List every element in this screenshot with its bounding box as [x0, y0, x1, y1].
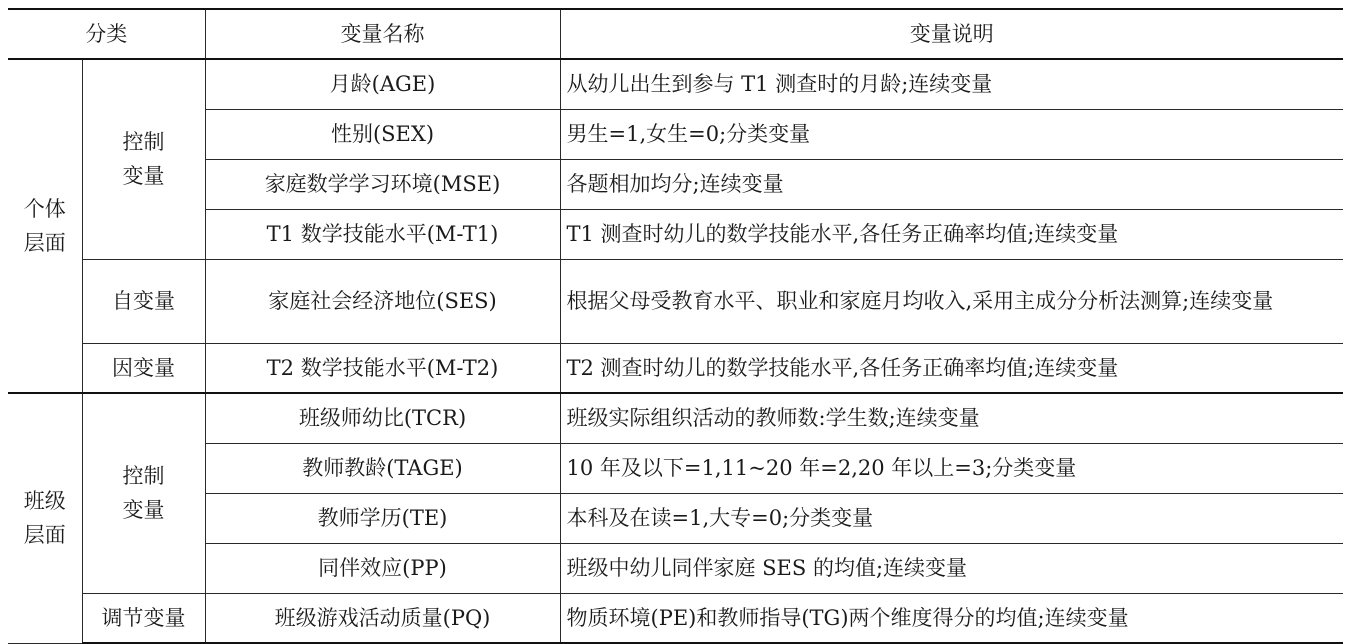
variable-description: 根据父母受教育水平、职业和家庭月均收入,采用主成分分析法测算;连续变量 — [560, 259, 1343, 343]
type-control-class: 控制 变量 — [82, 393, 205, 593]
table-row — [8, 209, 1343, 259]
variable-name: 家庭社会经济地位(SES) — [205, 259, 560, 343]
variable-name: T1 数学技能水平(M-T1) — [205, 209, 560, 259]
header-category: 分类 — [8, 9, 205, 59]
variable-name: 教师教龄(TAGE) — [205, 443, 560, 493]
variable-description: 班级实际组织活动的教师数:学生数;连续变量 — [560, 393, 1343, 443]
table-row — [8, 593, 1343, 643]
variable-description: 本科及在读=1,大专=0;分类变量 — [560, 493, 1343, 543]
type-control-individual: 控制 变量 — [82, 59, 205, 259]
table-row — [8, 109, 1343, 159]
type-dependent: 因变量 — [82, 343, 205, 393]
variable-description: T2 测查时幼儿的数学技能水平,各任务正确率均值;连续变量 — [560, 343, 1343, 393]
variable-name: 班级师幼比(TCR) — [205, 393, 560, 443]
variable-name: 性别(SEX) — [205, 109, 560, 159]
variable-description: 10 年及以下=1,11~20 年=2,20 年以上=3;分类变量 — [560, 443, 1343, 493]
table-row — [8, 443, 1343, 493]
variable-description: 各题相加均分;连续变量 — [560, 159, 1343, 209]
variables-table — [8, 8, 1343, 644]
table-row — [8, 543, 1343, 593]
variable-name: 家庭数学学习环境(MSE) — [205, 159, 560, 209]
group-individual: 个体 层面 — [8, 59, 82, 393]
header-name: 变量名称 — [205, 9, 560, 59]
variable-description: 物质环境(PE)和教师指导(TG)两个维度得分的均值;连续变量 — [560, 593, 1343, 643]
variable-name: T2 数学技能水平(M-T2) — [205, 343, 560, 393]
header-row — [8, 9, 1343, 59]
group-class: 班级 层面 — [8, 393, 82, 643]
table-row — [8, 159, 1343, 209]
variable-description: T1 测查时幼儿的数学技能水平,各任务正确率均值;连续变量 — [560, 209, 1343, 259]
variable-name: 教师学历(TE) — [205, 493, 560, 543]
variable-description: 班级中幼儿同伴家庭 SES 的均值;连续变量 — [560, 543, 1343, 593]
type-independent: 自变量 — [82, 259, 205, 343]
variable-description: 从幼儿出生到参与 T1 测查时的月龄;连续变量 — [560, 59, 1343, 109]
table-row — [8, 59, 1343, 109]
table-row — [8, 393, 1343, 443]
type-moderator: 调节变量 — [82, 593, 205, 643]
table-row — [8, 259, 1343, 343]
header-description: 变量说明 — [560, 9, 1343, 59]
table-row — [8, 343, 1343, 393]
table-row — [8, 493, 1343, 543]
variable-name: 月龄(AGE) — [205, 59, 560, 109]
variable-name: 同伴效应(PP) — [205, 543, 560, 593]
variable-description: 男生=1,女生=0;分类变量 — [560, 109, 1343, 159]
variable-name: 班级游戏活动质量(PQ) — [205, 593, 560, 643]
